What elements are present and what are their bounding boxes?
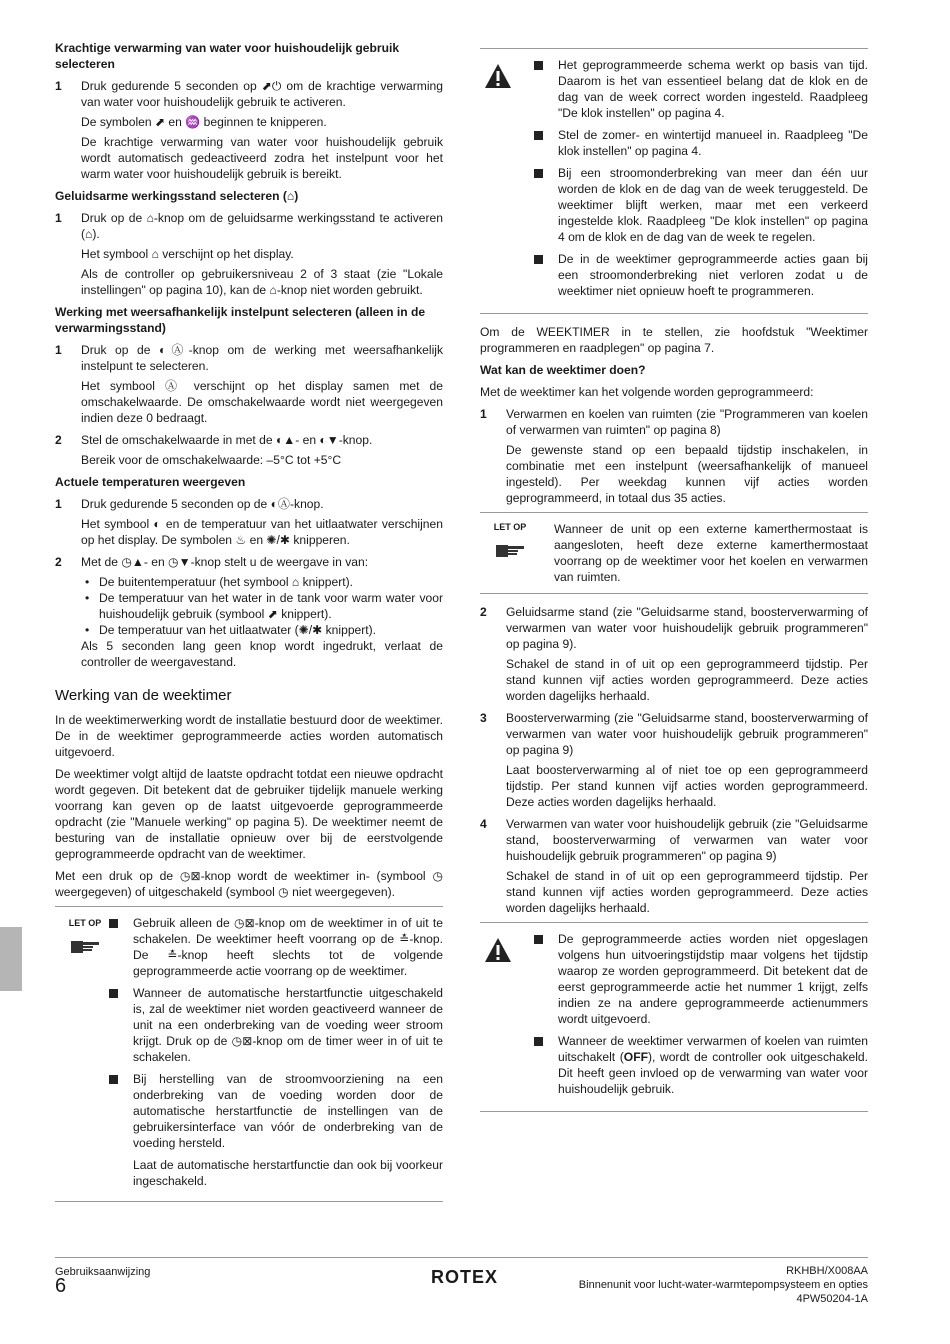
item-number: 1 bbox=[55, 343, 62, 357]
bullet-item: • De temperatuur van het uitlaatwater (✺/✱ knippert). bbox=[81, 622, 443, 638]
document-type: Gebruiksaanwijzing bbox=[55, 1266, 151, 1278]
note-bullet: Bij herstelling van de stroomvoorziening na een onderbreking van de voeding worden door de automatische herstartfunctie de instellingen van de gebruikersinterface van vóór de onderbreking van de voeding hersteld. bbox=[55, 1071, 443, 1151]
list-item bbox=[55, 554, 443, 670]
note-box bbox=[55, 906, 443, 1202]
paragraph: Met een druk op de ◷⊠-knop wordt de weektimer in- (symbool ◷ weergegeven) of uitgeschakeld (symbool ◷ niet weergegeven). bbox=[55, 869, 443, 899]
warning-bullet: Stel de zomer- en wintertijd manueel in. Raadpleeg "De klok instellen" op pagina 4. bbox=[480, 127, 868, 159]
list-item bbox=[55, 496, 443, 548]
bullet-text: Wanneer de weektimer verwarmen of koelen van ruimten uitschakelt ( bbox=[558, 1034, 868, 1064]
bullet-text: ), wordt de controller ook uitgeschakeld. Dit heeft geen invloed op de verwarming van water voor huishoudelijk gebruik. bbox=[558, 1050, 868, 1096]
item-number: 2 bbox=[55, 433, 62, 447]
paragraph: Druk gedurende 5 seconden op de ◐Ⓐ-knop. bbox=[81, 497, 324, 511]
note-bullet: Wanneer de automatische herstartfunctie uitgeschakeld is, zal de weektimer niet worden geactiveerd wanneer de unit na een onderbreking van de voeding weer stroom krijgt. Druk op de ◷⊠-knop om de timer weer in of uit te schakelen. bbox=[55, 985, 443, 1065]
paragraph: Laat de automatische herstartfunctie dan ook bij voorkeur ingeschakeld. bbox=[133, 1158, 443, 1188]
note-label bbox=[480, 519, 540, 559]
bullet-item: • De temperatuur van het water in de tank voor warm water voor huishoudelijk gebruik (symbool ⬈ knippert). bbox=[81, 590, 443, 622]
item-number: 1 bbox=[480, 407, 487, 421]
paragraph: De symbolen ⬈ en ♒ beginnen te knipperen. bbox=[81, 115, 327, 129]
paragraph: Schakel de stand in of uit op een geprogrammeerd tijdstip. Per stand kunnen vijf acties worden geprogrammeerd. Deze acties worden dagelijks herhaald. bbox=[506, 657, 868, 703]
item-number: 2 bbox=[55, 555, 62, 569]
paragraph: Stel de omschakelwaarde in met de ◐▲- en ◐▼-knop. bbox=[81, 433, 373, 447]
paragraph: Als de controller op gebruikersniveau 2 of 3 staat (zie "Lokale instellingen" op pagina 10), kan de ⌂-knop niet worden gebruikt. bbox=[81, 267, 443, 297]
list-item bbox=[480, 604, 868, 704]
warning-bullet: De geprogrammeerde acties worden niet opgeslagen volgens hun uitvoeringstijdstip maar volgens het tijdstip waarop ze worden geprogrammeerd. Dit betekent dat de eerst geprogrammeerde actie het nummer 1 krijgt, zelfs indien ze na andere geprogrammeerde actienummers wordt uitgevoerd. bbox=[480, 931, 868, 1027]
warning-bullet: Bij een stroomonderbreking van meer dan één uur worden de klok en de dag van de week teruggesteld. De weektimer blijft werken, maar met een verkeerd ingestelde klok. Raadpleeg "De klok instellen" op pagina 4 om de klok en de dag van de week te regelen. bbox=[480, 165, 868, 245]
paragraph: Als 5 seconden lang geen knop wordt ingedrukt, verlaat de controller de weergavestand. bbox=[81, 639, 443, 669]
paragraph: De gewenste stand op een bepaald tijdstip inschakelen, in combinatie met een instelpunt (weersafhankelijk of manueel ingesteld). Per weekdag kunnen vijf acties worden geprogrammeerd, in totaal dus 35 acties. bbox=[506, 443, 868, 505]
item-number: 3 bbox=[480, 711, 487, 725]
page-number: 6 bbox=[55, 1275, 67, 1297]
document-info bbox=[579, 1264, 868, 1306]
paragraph: In de weektimerwerking wordt de installatie bestuurd door de weektimer. De in de weektimer geprogrammeerde acties worden automatisch uitgevoerd. bbox=[55, 713, 443, 759]
list-item bbox=[55, 78, 443, 182]
paragraph: Met de ◷▲- en ◷▼-knop stelt u de weergave in van: bbox=[81, 555, 369, 569]
note-box bbox=[480, 512, 868, 594]
paragraph: Geluidsarme stand (zie "Geluidsarme stand, boosterverwarming of verwarmen van water voor huishoudelijk gebruik programmeren" op pagina 9). bbox=[506, 605, 868, 651]
paragraph: Druk gedurende 5 seconden op ⬈⏻ om de krachtige verwarming van water voor huishoudelijk gebruik te activeren. bbox=[81, 79, 443, 109]
list-item bbox=[480, 816, 868, 916]
note-bullet: Gebruik alleen de ◷⊠-knop om de weektimer in of uit te schakelen. De weektimer heeft voorrang op de ≛-knop. De ≛-knop heeft slechts tot de volgende geprogrammeerde actie voorrang op de weektimer. bbox=[55, 915, 443, 979]
item-number: 1 bbox=[55, 497, 62, 511]
paragraph: Laat boosterverwarming al of niet toe op een geprogrammeerd tijdstip. Per stand kunnen vijf acties worden geprogrammeerd. Deze acties worden dagelijks herhaald. bbox=[506, 763, 868, 809]
section-heading: Krachtige verwarming van water voor huishoudelijk gebruik selecteren bbox=[55, 41, 400, 71]
paragraph: Het symbool Ⓐ verschijnt op het display samen met de omschakelwaarde. De omschakelwaarde wordt niet weergegeven indien deze 0 bedraagt. bbox=[81, 379, 443, 425]
paragraph: Boosterverwarming (zie "Geluidsarme stand, boosterverwarming of verwarmen van water voor huishoudelijk gebruik programmeren" op pagina 9) bbox=[506, 711, 868, 757]
item-number: 2 bbox=[480, 605, 487, 619]
list-item bbox=[55, 432, 443, 468]
note-label-text: LET OP bbox=[68, 918, 102, 928]
list-item bbox=[55, 210, 443, 298]
off-label: OFF bbox=[623, 1050, 648, 1064]
section-title: Werking van de weektimer bbox=[55, 687, 232, 704]
paragraph: Druk op de ◐Ⓐ-knop om de werking met weersafhankelijk instelpunt te selecteren. bbox=[81, 343, 443, 373]
list-item bbox=[480, 710, 868, 810]
model-code: RKHBH/X008AA bbox=[786, 1265, 868, 1277]
document-code: 4PW50204-1A bbox=[796, 1293, 868, 1305]
paragraph: Om de WEEKTIMER in te stellen, zie hoofdstuk "Weektimer programmeren en raadplegen" op pagina 7. bbox=[480, 325, 868, 355]
brand-logo: ROTEX bbox=[431, 1267, 499, 1287]
list-item bbox=[480, 406, 868, 506]
paragraph: Het symbool ◐ en de temperatuur van het uitlaatwater verschijnen op het display. De symbolen ♨ en ✺/✱ knipperen. bbox=[81, 517, 443, 547]
pointing-hand-icon bbox=[494, 541, 526, 559]
paragraph: De krachtige verwarming van water voor huishoudelijk gebruik wordt automatisch gedeactiveerd zodra het instelpunt voor het warm water voor huishoudelijk gebruik is bereikt. bbox=[81, 135, 443, 181]
paragraph: Verwarmen van water voor huishoudelijk gebruik (zie "Geluidsarme stand, boosterverwarming of verwarmen van water voor huishoudelijk gebruik programmeren" op pagina 9) bbox=[506, 817, 868, 863]
page-footer bbox=[55, 1257, 868, 1305]
warning-bullet: Het geprogrammeerde schema werkt op basis van tijd. Daarom is het van essentieel belang dat de klok en de dag van de week correct worden ingesteld. Raadpleeg "De klok instellen" op pagina 4. bbox=[480, 57, 868, 121]
bullet-item: • De buitentemperatuur (het symbool ⌂ knippert). bbox=[81, 574, 443, 590]
product-name: Binnenunit voor lucht-water-warmtepompsysteem en opties bbox=[578, 1279, 868, 1291]
paragraph: De weektimer volgt altijd de laatste opdracht totdat een nieuwe opdracht wordt gegeven. Dit betekent dat de gebruiker tijdelijk manuele werking voorrang kan geven op de laatst uitgevoerde geprogrammeerde opdracht (zie "Manuele werking" op pagina 5). De weektimer neemt de besturing van de installatie opnieuw over bij de eerstvolgende geprogrammeerde opdracht van de weektimer. bbox=[55, 767, 443, 861]
warning-box bbox=[480, 48, 868, 314]
section-heading: Werking met weersafhankelijk instelpunt selecteren (alleen in de verwarmingsstand) bbox=[55, 305, 426, 335]
warning-box bbox=[480, 922, 868, 1112]
warning-bullet: De in de weektimer geprogrammeerde acties gaan bij een stroomonderbreking niet verloren zodat u de weektimer niet opnieuw hoeft te programmeren. bbox=[480, 251, 868, 299]
paragraph: Met de weektimer kan het volgende worden geprogrammeerd: bbox=[480, 385, 814, 399]
paragraph: Verwarmen en koelen van ruimten (zie "Programmeren van koelen of verwarmen van ruimten" op pagina 8) bbox=[506, 407, 868, 437]
left-column bbox=[55, 40, 443, 1212]
item-number: 1 bbox=[55, 79, 62, 93]
right-column bbox=[480, 40, 868, 1122]
paragraph: Schakel de stand in of uit op een geprogrammeerd tijdstip. Per stand kunnen vijf acties worden geprogrammeerd. Deze acties worden dagelijks herhaald. bbox=[506, 869, 868, 915]
section-heading: Wat kan de weektimer doen? bbox=[480, 363, 646, 377]
note-label-text: LET OP bbox=[493, 522, 527, 532]
warning-bullet bbox=[480, 1033, 868, 1097]
paragraph: Bereik voor de omschakelwaarde: –5°C tot +5°C bbox=[81, 453, 342, 467]
item-number: 1 bbox=[55, 211, 62, 225]
paragraph: Druk op de ⌂-knop om de geluidsarme werkingsstand te activeren (⌂). bbox=[81, 211, 443, 241]
note-text: Wanneer de unit op een externe kamerthermostaat is aangesloten, heeft deze externe kamerthermostaat voorrang op de weektimer voor het koelen en verwarmen van ruimten. bbox=[554, 522, 868, 584]
page-edge-tab bbox=[0, 927, 22, 991]
paragraph: Het symbool ⌂ verschijnt op het display. bbox=[81, 247, 294, 261]
section-heading: Actuele temperaturen weergeven bbox=[55, 475, 246, 489]
list-item bbox=[55, 342, 443, 426]
item-number: 4 bbox=[480, 817, 487, 831]
section-heading: Geluidsarme werkingsstand selecteren (⌂) bbox=[55, 189, 299, 203]
